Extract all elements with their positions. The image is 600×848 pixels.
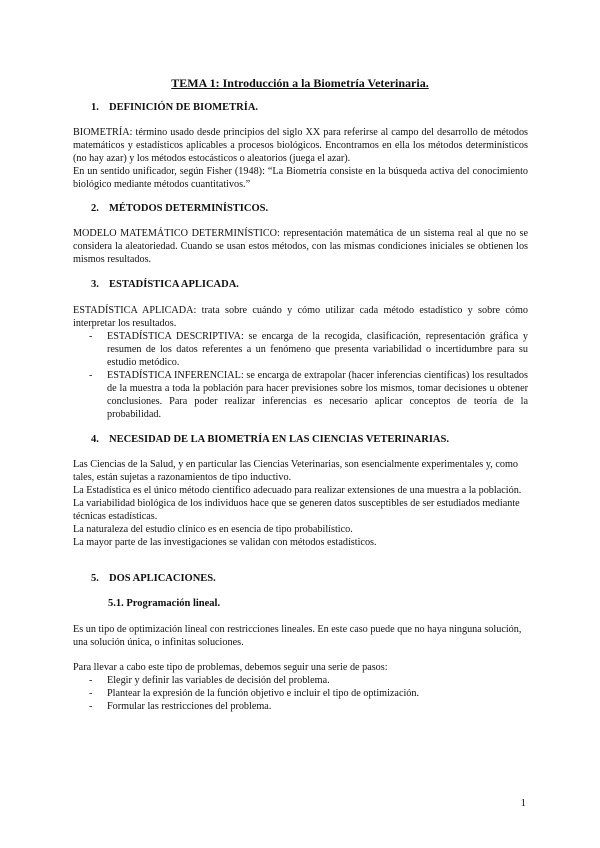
list-bullet: - bbox=[89, 701, 93, 712]
list-bullet: - bbox=[89, 675, 93, 686]
paragraph: Las Ciencias de la Salud, y en particular las Ciencias Veterinarias, son esencialmente experimentales y, como tales, están sujetas a razonamientos de tipo inductivo. bbox=[73, 459, 518, 483]
list-bullet: - bbox=[89, 688, 93, 699]
section-5-heading bbox=[91, 572, 216, 585]
fisher-quote: En un sentido unificador, según Fisher (1948): “La Biometría consiste en la búsqueda activa del conocimiento biológico mediante métodos cuantitativos.” bbox=[73, 166, 528, 190]
section-5-title: DOS APLICACIONES. bbox=[109, 573, 216, 584]
section-1-title: DEFINICIÓN DE BIOMETRÍA. bbox=[109, 102, 259, 113]
steps-intro: Para llevar a cabo este tipo de problemas, debemos seguir una serie de pasos: bbox=[73, 662, 388, 673]
section-4-body bbox=[73, 458, 528, 549]
paragraph: La naturaleza del estudio clínico es en esencia de tipo probabilístico. bbox=[73, 524, 353, 535]
estadistica-aplicada-definition: ESTADÍSTICA APLICADA: trata sobre cuándo y cómo utilizar cada método estadístico y sobre cómo interpretar los resultados. bbox=[73, 305, 528, 329]
section-3-title: ESTADÍSTICA APLICADA. bbox=[109, 279, 239, 290]
section-1-body bbox=[73, 126, 528, 191]
section-2-heading bbox=[91, 202, 268, 215]
paragraph: La mayor parte de las investigaciones se validan con métodos estadísticos. bbox=[73, 537, 377, 548]
section-3-heading bbox=[91, 278, 239, 291]
programacion-lineal-definition: Es un tipo de optimización lineal con restricciones lineales. En este caso puede que no haya ninguna solución, una solución única, o infinitas soluciones. bbox=[73, 624, 522, 648]
page-title: TEMA 1: Introducción a la Biometría Veterinaria. bbox=[171, 76, 429, 90]
section-5-body bbox=[73, 623, 528, 649]
page-number: 1 bbox=[520, 797, 526, 809]
list-bullet: - bbox=[89, 370, 93, 381]
list-item: - ESTADÍSTICA INFERENCIAL: se encarga de extrapolar (hacer inferencias científicas) los resultados de la muestra a toda la población para hacer previsiones sobre los mismos, tomar decisiones u obtener conclusiones. Para poder realizar inferencias es necesario aplicar conceptos de teoría de la probabilidad. bbox=[89, 370, 528, 420]
section-3-body bbox=[73, 304, 528, 421]
section-2-number: 2. bbox=[91, 203, 99, 214]
section-4-title: NECESIDAD DE LA BIOMETRÍA EN LAS CIENCIAS VETERINARIAS. bbox=[109, 434, 449, 445]
list-item: - Formular las restricciones del problema. bbox=[89, 701, 272, 712]
steps-list bbox=[73, 674, 528, 713]
section-2-title: MÉTODOS DETERMINÍSTICOS. bbox=[109, 203, 269, 214]
section-4-number: 4. bbox=[91, 434, 99, 445]
subsection-5-1-heading: 5.1. Programación lineal. bbox=[108, 598, 221, 609]
paragraph: La variabilidad biológica de los individuos hace que se generen datos susceptibles de ser estudiados mediante técnicas estadísticas. bbox=[73, 498, 520, 522]
list-item: - Plantear la expresión de la función objetivo e incluir el tipo de optimización. bbox=[89, 688, 420, 699]
list-item: - ESTADÍSTICA DESCRIPTIVA: se encarga de la recogida, clasificación, representación gráfica y resumen de los datos referentes a un fenómeno que presenta variabilidad o incertidumbre para su estudio metódico. bbox=[89, 331, 528, 368]
section-1-number: 1. bbox=[91, 102, 99, 113]
section-4-heading bbox=[91, 433, 449, 446]
section-3-number: 3. bbox=[91, 279, 99, 290]
modelo-deterministico-definition: MODELO MATEMÁTICO DETERMINÍSTICO: representación matemática de un sistema real al que no se considera la aleatoriedad. Cuando se usan estos métodos, con las mismas condiciones iniciales se obtienen los mismos resultados. bbox=[73, 228, 528, 265]
paragraph: La Estadística es el único método científico adecuado para realizar extensiones de una muestra a la población. bbox=[73, 485, 522, 496]
section-5-number: 5. bbox=[91, 573, 99, 584]
section-1-heading bbox=[91, 101, 258, 114]
section-2-body bbox=[73, 227, 528, 266]
biometria-definition: BIOMETRÍA: término usado desde principios del siglo XX para referirse al campo del desarrollo de métodos matemáticos y estadísticos aplicables a procesos biológicos. Encontramos en ella los métodos determinísticos (no hay azar) y los métodos estocásticos o aleatorios (juega el azar). bbox=[73, 127, 528, 164]
section-5-steps bbox=[73, 661, 528, 713]
list-item: - Elegir y definir las variables de decisión del problema. bbox=[89, 675, 330, 686]
list-bullet: - bbox=[89, 331, 93, 342]
estadistica-types-list bbox=[73, 330, 528, 421]
